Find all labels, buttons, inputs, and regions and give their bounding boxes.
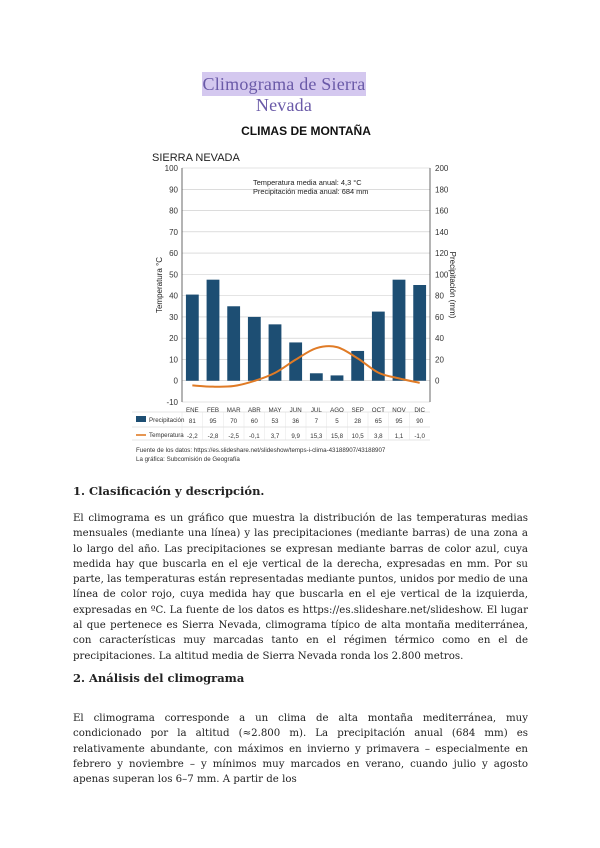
x-month-label: ABR	[247, 407, 261, 414]
x-month-label: DIC	[414, 407, 425, 414]
chart-credit-line: La gráfica: Subcomisión de Geografía	[136, 456, 240, 463]
y-right-tick-label: 200	[435, 164, 449, 173]
precip-table-value: 7	[314, 418, 319, 425]
x-month-label: SEP	[351, 407, 364, 414]
precipitation-bar	[207, 280, 220, 381]
x-month-label: AGO	[330, 407, 344, 414]
y-left-tick-label: 0	[173, 376, 178, 386]
y-left-tick-label: 50	[169, 270, 178, 280]
chart-source-line: Fuente de los datos: https://es.slideshare.net/slideshow/temps-i-clima-43188907/43188907	[136, 447, 386, 454]
x-month-label: FEB	[206, 407, 220, 414]
temp-table-value: -2,2	[186, 433, 198, 440]
section-paragraph-1: El climograma es un gráfico que muestra la distribución de las temperaturas medias mensuales (mediante una línea) y las precipitaciones (mediante barras) de una zona a lo largo del año. Las precipitaciones se expresan mediante barras de color azul, cuya medida hay que buscarla en el eje vertical de la derecha, expresadas en mm. Por su parte, las temperaturas están representadas mediante puntos, unidos por medio de una línea de color rojo, cuya medida hay que buscarla en el eje vertical de la izquierda, expresadas en ºC. La fuente de los datos es https://es.slideshare.net/slideshow. El lugar al que pertenece es Sierra Nevada, climograma típico de alta montaña mediterránea, con características muy marcadas tanto en el régimen térmico como en el de precipitaciones. La altitud media de Sierra Nevada ronda los 2.800 metros.	[73, 513, 528, 662]
precip-table-value: 95	[395, 418, 403, 425]
y-left-tick-label: 80	[169, 206, 178, 216]
temp-table-value: 1,1	[394, 433, 404, 440]
x-month-label: OCT	[371, 407, 385, 414]
y-right-tick-label: 80	[435, 291, 444, 301]
section-paragraph-2: El climograma corresponde a un clima de alta montaña mediterránea, muy condicionado por la altitud (≈2.800 m). La precipitación anual (684 mm) es relativamente abundante, con máximos en invierno y primavera – especialmente en febrero y noviembre – y mínimos muy marcados en verano, cuando julio y agosto apenas superan los 6–7 mm. A partir de los	[73, 713, 528, 786]
temp-table-value: 3,7	[270, 433, 280, 440]
precipitation-bar	[331, 375, 344, 380]
precipitation-bar	[310, 373, 323, 380]
y-left-axis-title: Temperatura °C	[155, 256, 164, 314]
y-right-tick-label: 120	[435, 249, 449, 259]
precip-legend-label: Precipitación	[149, 417, 185, 424]
page-title-highlight	[202, 72, 366, 115]
precipitation-bar	[248, 317, 261, 381]
y-right-tick-label: 20	[435, 355, 444, 365]
y-right-tick-label: 180	[435, 185, 449, 195]
y-right-tick-label: 140	[435, 227, 449, 237]
precip-table-value: 95	[209, 418, 217, 425]
temp-table-value: -2,8	[207, 433, 219, 440]
precipitation-bar	[227, 306, 240, 380]
chart-location-label: SIERRA NEVADA	[152, 152, 240, 164]
y-right-axis-title: Precipitación (mm)	[448, 251, 457, 319]
section-heading-1: 1. Clasificación y descripción.	[73, 484, 265, 498]
x-month-label: JUL	[310, 407, 322, 414]
y-left-tick-label: 10	[169, 355, 178, 365]
precip-legend-swatch	[136, 416, 146, 422]
temp-table-value: 15,3	[310, 433, 323, 440]
climograph-chart	[132, 148, 457, 450]
chart-title: CLIMAS DE MONTAÑA	[241, 124, 371, 138]
y-right-tick-label: 160	[435, 206, 449, 216]
chart-annotation: Precipitación media anual: 684 mm	[253, 187, 369, 196]
temp-table-value: 15,8	[330, 433, 344, 440]
y-left-tick-label: -10	[166, 398, 178, 407]
temp-legend-label: Temperatura	[149, 432, 184, 439]
x-month-label: MAY	[268, 407, 282, 414]
temp-table-value: -2,5	[228, 433, 240, 440]
temp-table-value: 3,8	[374, 433, 383, 440]
precipitation-bar	[413, 285, 426, 381]
precip-table-value: 70	[230, 418, 238, 425]
x-month-label: MAR	[226, 407, 241, 414]
x-month-label: ENE	[185, 407, 199, 414]
temp-table-value: -0,1	[248, 433, 260, 440]
precip-table-value: 36	[292, 418, 300, 425]
precip-table-value: 53	[271, 418, 279, 425]
precip-table-value: 28	[354, 418, 362, 425]
y-right-tick-label: 40	[435, 334, 444, 344]
y-left-tick-label: 90	[169, 185, 178, 195]
precip-table-value: 5	[335, 418, 339, 425]
x-month-label: NOV	[392, 407, 406, 414]
y-left-tick-label: 40	[169, 291, 178, 301]
y-left-tick-label: 20	[169, 334, 178, 344]
precip-table-value: 65	[374, 418, 382, 425]
temp-table-value: -1,0	[414, 433, 426, 440]
section-heading-2: 2. Análisis del climograma	[73, 671, 245, 685]
y-right-tick-label: 100	[435, 270, 449, 280]
y-left-tick-label: 100	[164, 164, 178, 173]
chart-annotation: Temperatura media anual: 4,3 °C	[253, 178, 362, 187]
x-month-label: JUN	[289, 407, 302, 414]
precip-table-value: 60	[250, 418, 258, 425]
y-right-tick-label: 60	[435, 312, 444, 322]
y-right-tick-label: 0	[435, 376, 440, 386]
page-title: Climograma de Sierra Nevada	[202, 74, 366, 115]
y-left-tick-label: 70	[169, 227, 178, 237]
y-left-tick-label: 60	[169, 249, 178, 259]
temp-table-value: 9,9	[291, 433, 300, 440]
temp-table-value: 10,5	[351, 433, 364, 440]
precipitation-bar	[186, 295, 199, 381]
precipitation-bar	[393, 280, 406, 381]
precip-table-value: 90	[416, 418, 424, 425]
y-left-tick-label: 30	[169, 312, 178, 322]
precip-table-value: 81	[188, 418, 196, 425]
